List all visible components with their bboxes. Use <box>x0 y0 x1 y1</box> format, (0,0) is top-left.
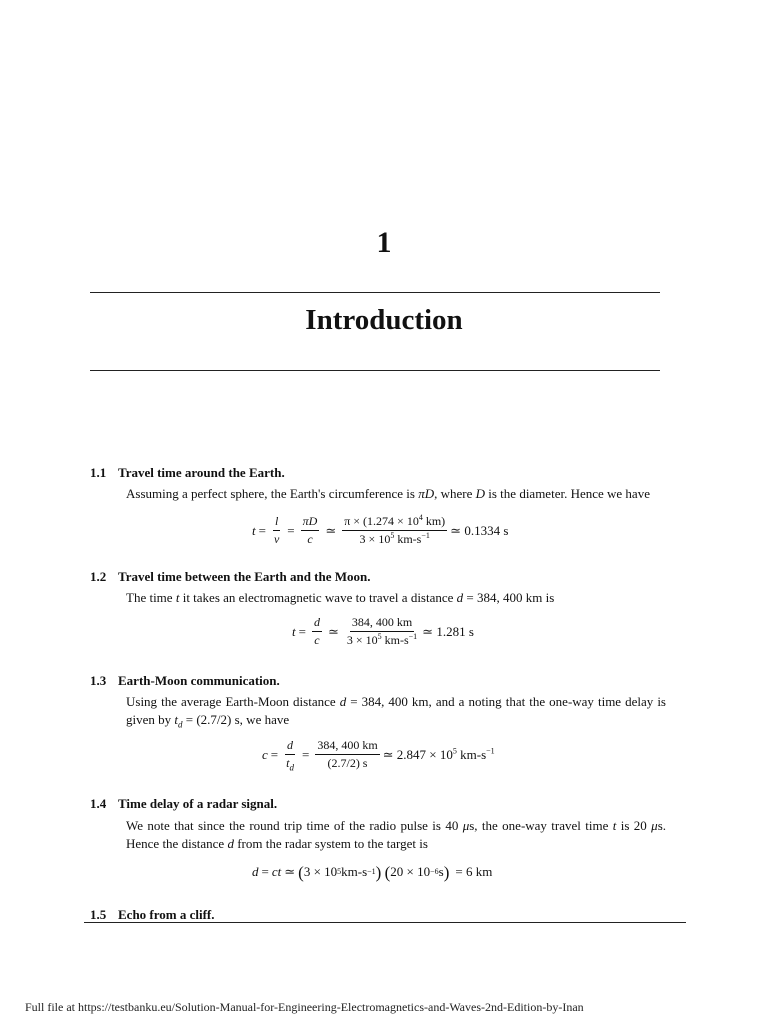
problem-text: Using the average Earth-Moon distance d = 384, 400 km, and a noting that the one-way time delay is given by $t_d = (2.7/2)$ s, we have <box>126 694 666 730</box>
equation-earth-moon-time: t = $\frac{d}{c}$ ≃ $\frac{384, 400 km}{3 \times 10^5 km-s^{-1}}$ ≃ 1.281 s <box>292 615 474 647</box>
problem-number: 1.2 <box>90 569 107 584</box>
problem-number: 1.1 <box>90 465 107 480</box>
problem-heading <box>90 907 215 923</box>
chapter-title: Introduction <box>305 304 463 336</box>
problem-title: Travel time between the Earth and the Moon. <box>118 569 371 584</box>
equation-travel-time: t = $\frac{l}{v}$ = $\frac{\pi D}{c}$ ≃ $\frac{\pi \times (1.274 \times 10^4 km)}{3 \times 10^5 km-s^{-1}}$ ≃ 0.1334 s <box>252 513 509 546</box>
bottom-rule <box>90 370 660 371</box>
equation-speed: c = $\frac{d}{t_d}$ = $\frac{384, 400 km}{(2.7/2) s}$ ≃ $2.847 \times 10^5$ $km-s^{-1}$ <box>262 738 495 773</box>
page-bottom-rule <box>84 922 686 923</box>
problem-number: 1.5 <box>90 907 107 922</box>
problem-number: 1.3 <box>90 673 107 688</box>
problem-title: Earth-Moon communication. <box>118 673 280 688</box>
footer-source-line: Full file at https://testbanku.eu/Solution-Manual-for-Engineering-Electromagnetics-and-Waves-2nd-Edition-by-Inan <box>25 1000 584 1014</box>
problem-title: Echo from a cliff. <box>118 907 215 922</box>
problem-heading <box>90 569 371 585</box>
problem-heading <box>90 465 285 481</box>
fraction: $\frac{l}{v}$ <box>273 514 280 546</box>
fraction: $\frac{d}{t_d}$ <box>286 738 294 773</box>
equation-result: ≃ 0.1334 s <box>450 522 509 538</box>
problem-heading <box>90 796 277 812</box>
problem-text: The time t it takes an electromagnetic wave to travel a distance d = 384, 400 km is <box>126 590 555 605</box>
problem-heading <box>90 673 280 689</box>
equation-result: ≃ $2.847 \times 10^5$ $km-s^{-1}$ <box>382 746 495 762</box>
fraction: $\frac{d}{c}$ <box>313 615 320 647</box>
problem-title: Time delay of a radar signal. <box>118 796 278 811</box>
fraction: $\frac{\pi D}{c}$ <box>302 514 318 546</box>
chapter-number: 1 <box>376 226 392 259</box>
equation-result: ≃ 1.281 s <box>422 623 474 639</box>
problem-number: 1.4 <box>90 796 107 811</box>
top-rule <box>90 292 660 293</box>
problem-text: We note that since the round trip time of the radio pulse is 40 μs, the one-way travel time t is 20 μs. Hence the distance d from the radar system to the target is <box>126 818 667 851</box>
fraction: $\frac{384, 400 km}{(2.7/2) s}$ <box>317 738 378 770</box>
equation-distance: d = ct ≃ ( 3 × 10 5 km-s −1 ) ( 20 × 10 −6 s ) = 6 km <box>252 863 493 882</box>
fraction: $\frac{384, 400 km}{3 \times 10^5 km-s^{-1}}$ <box>346 615 418 647</box>
equation-result: = 6 km <box>455 864 493 879</box>
problem-title: Travel time around the Earth. <box>118 465 285 480</box>
problem-text: Assuming a perfect sphere, the Earth's circumference is πD, where D is the diameter. Hence we have <box>126 486 650 501</box>
fraction: $\frac{\pi \times (1.274 \times 10^4 km)}{3 \times 10^5 km-s^{-1}}$ <box>344 513 446 546</box>
